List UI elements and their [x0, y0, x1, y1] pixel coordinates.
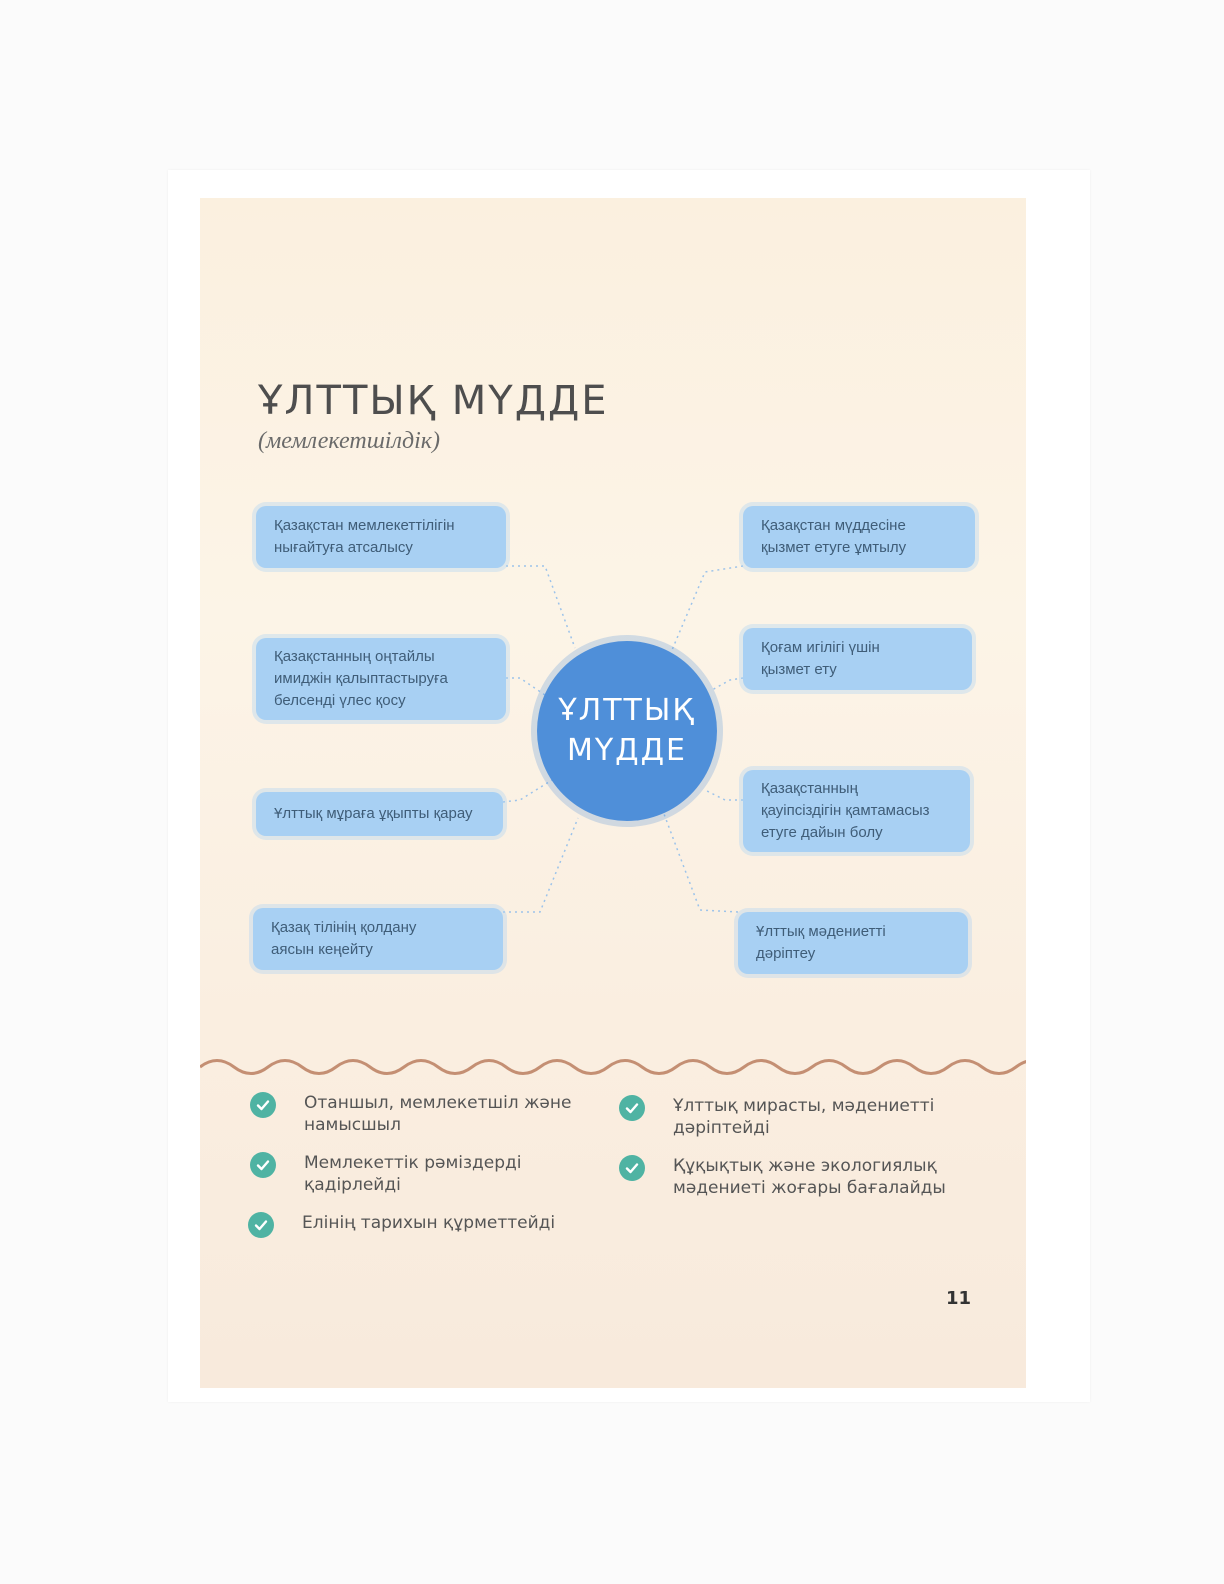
box-text-line: Қоғам игілігі үшін: [761, 639, 880, 656]
box-text-line: дәріптеу: [756, 945, 816, 962]
diagram-box-right-2: [743, 628, 972, 690]
diagram-box-left-1: [256, 506, 506, 568]
box-text-line: нығайтуға атсалысу: [274, 539, 413, 556]
page-number: 11: [946, 1288, 972, 1309]
diagram-box-right-4: [738, 912, 968, 974]
box-text-line: Ұлттық мұраға ұқыпты қарау: [274, 805, 473, 822]
connector-right-3: [705, 790, 743, 800]
connector-right-2: [712, 678, 743, 690]
diagram-box-left-4: [253, 908, 503, 970]
check-circle-icon: [248, 1212, 274, 1238]
checklist-item: [619, 1095, 934, 1139]
page-title: ҰЛТТЫҚ МҮДДЕ: [258, 378, 609, 424]
box-text-line: Қазақстан мемлекеттілігін: [274, 517, 455, 534]
box-text-line: Қазақстанның: [761, 780, 858, 797]
checklist-item: [250, 1092, 571, 1136]
center-label-line-1: ҰЛТТЫҚ: [558, 693, 696, 728]
box-text-line: Қазақстанның оңтайлы: [274, 648, 435, 665]
connector-left-1: [506, 566, 575, 648]
connector-right-4: [664, 814, 738, 912]
checklist-text-line: Мемлекеттік рәміздерді: [304, 1153, 522, 1173]
checklist-text-line: мәдениеті жоғары бағалайды: [673, 1178, 946, 1198]
diagram-box-left-2: [256, 638, 506, 720]
box-text-line: қауіпсіздігін қамтамасыз: [761, 802, 930, 819]
checklist-text-line: дәріптейді: [673, 1118, 770, 1138]
box-text-line: белсенді үлес қосу: [274, 692, 406, 709]
connector-left-2: [506, 678, 545, 695]
check-circle-icon: [250, 1152, 276, 1178]
box-text-line: Қазақстан мүддесіне: [761, 517, 906, 534]
checklist-item: [619, 1155, 946, 1199]
check-circle-icon: [250, 1092, 276, 1118]
center-label-line-2: МҮДДЕ: [566, 733, 688, 768]
checklist-text-line: намысшыл: [304, 1115, 401, 1135]
diagram-center-circle: [537, 641, 717, 821]
checklist-text-line: Құқықтық және экологиялық: [673, 1156, 937, 1176]
checklist-item: [248, 1212, 555, 1238]
box-text-line: етуге дайын болу: [761, 824, 883, 841]
wave-divider: [200, 1050, 1026, 1084]
check-circle-icon: [619, 1155, 645, 1181]
page-subtitle: (мемлекетшілдік): [258, 428, 440, 454]
box-text-line: Қазақ тілінің қолдану: [271, 919, 417, 936]
checklist-text-line: Отаншыл, мемлекетшіл және: [304, 1093, 572, 1113]
connector-left-4: [503, 818, 578, 912]
box-text-line: имиджін қалыптастыруға: [274, 670, 448, 687]
box-text-line: Ұлттық мәдениетті: [756, 923, 886, 940]
checklist-text-line: Ұлттық мирасты, мәдениетті: [673, 1096, 935, 1116]
box-text-line: аясын кеңейту: [271, 941, 373, 958]
diagram-box-right-3: [743, 770, 970, 852]
diagram-box-left-3: [256, 792, 503, 836]
check-circle-icon: [619, 1095, 645, 1121]
connector-left-3: [503, 780, 552, 802]
checklist-item: [250, 1152, 522, 1196]
box-text-line: қызмет етуге ұмтылу: [761, 539, 907, 556]
checklist-text-line: қадірлейді: [304, 1175, 401, 1195]
diagram-box-right-1: [743, 506, 975, 568]
box-text-line: қызмет ету: [761, 661, 837, 678]
checklist-text-line: Елінің тарихын құрметтейді: [302, 1213, 556, 1233]
connector-right-1: [672, 566, 743, 650]
